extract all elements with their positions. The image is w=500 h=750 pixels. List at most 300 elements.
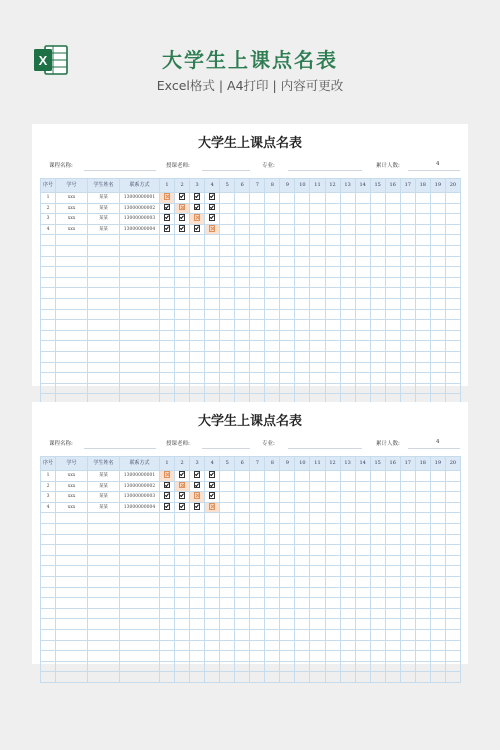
empty-cell xyxy=(88,513,120,524)
empty-cell xyxy=(310,245,325,256)
empty-cell xyxy=(235,619,250,630)
empty-cell xyxy=(430,629,445,640)
empty-cell xyxy=(340,193,355,204)
day-column-header: 1 xyxy=(160,179,175,193)
empty-cell xyxy=(295,245,310,256)
empty-cell xyxy=(295,277,310,288)
empty-cell xyxy=(175,320,190,331)
empty-cell xyxy=(370,534,385,545)
empty-cell xyxy=(235,566,250,577)
attendance-cell xyxy=(190,481,205,492)
day-column-header: 2 xyxy=(175,179,190,193)
empty-cell xyxy=(430,492,445,503)
empty-cell xyxy=(41,513,56,524)
empty-cell xyxy=(385,245,400,256)
empty-cell xyxy=(355,587,370,598)
empty-cell xyxy=(370,471,385,482)
empty-cell xyxy=(430,566,445,577)
empty-cell xyxy=(120,235,160,246)
empty-cell xyxy=(250,341,265,352)
empty-cell xyxy=(235,492,250,503)
empty-cell xyxy=(340,351,355,362)
empty-cell xyxy=(220,534,235,545)
empty-cell xyxy=(310,214,325,225)
empty-cell xyxy=(160,651,175,662)
empty-cell xyxy=(88,587,120,598)
empty-cell xyxy=(430,640,445,651)
table-row xyxy=(41,235,461,246)
empty-cell xyxy=(205,534,220,545)
day-column-header: 16 xyxy=(385,179,400,193)
empty-cell xyxy=(88,629,120,640)
empty-cell xyxy=(220,523,235,534)
empty-cell xyxy=(385,492,400,503)
empty-cell xyxy=(235,214,250,225)
empty-cell xyxy=(280,330,295,341)
empty-cell xyxy=(385,598,400,609)
empty-cell xyxy=(400,224,415,235)
empty-cell xyxy=(415,256,430,267)
empty-cell xyxy=(175,576,190,587)
empty-cell xyxy=(88,373,120,384)
checkbox-checked-icon xyxy=(194,482,201,489)
day-column-header: 10 xyxy=(295,179,310,193)
empty-cell xyxy=(295,502,310,513)
empty-cell xyxy=(340,481,355,492)
empty-cell xyxy=(415,298,430,309)
attendance-cell xyxy=(190,502,205,513)
empty-cell xyxy=(415,661,430,672)
empty-cell xyxy=(355,651,370,662)
teacher-label: 授课老师: xyxy=(166,441,190,447)
empty-cell xyxy=(445,245,460,256)
empty-cell xyxy=(280,383,295,394)
empty-cell xyxy=(56,288,88,299)
checkbox-checked-icon xyxy=(179,471,186,478)
empty-cell xyxy=(400,383,415,394)
empty-cell xyxy=(370,362,385,373)
empty-cell xyxy=(220,481,235,492)
day-column-header: 9 xyxy=(280,457,295,471)
empty-cell xyxy=(280,235,295,246)
empty-cell xyxy=(445,298,460,309)
checkbox-checked-icon xyxy=(209,214,216,221)
checkbox-checked-icon xyxy=(164,503,171,510)
empty-cell xyxy=(400,640,415,651)
table-row xyxy=(41,245,461,256)
empty-cell xyxy=(415,471,430,482)
empty-cell xyxy=(175,629,190,640)
empty-cell xyxy=(310,640,325,651)
table-row xyxy=(41,545,461,556)
empty-cell xyxy=(385,224,400,235)
empty-cell xyxy=(160,320,175,331)
empty-cell xyxy=(295,492,310,503)
empty-cell xyxy=(370,629,385,640)
empty-cell xyxy=(205,235,220,246)
empty-cell xyxy=(370,341,385,352)
empty-cell xyxy=(370,256,385,267)
empty-cell xyxy=(295,235,310,246)
empty-cell xyxy=(325,545,340,556)
empty-cell xyxy=(355,298,370,309)
empty-cell xyxy=(415,235,430,246)
empty-cell xyxy=(175,513,190,524)
empty-cell xyxy=(310,341,325,352)
empty-cell xyxy=(250,320,265,331)
empty-cell xyxy=(56,651,88,662)
empty-cell xyxy=(41,672,56,683)
empty-cell xyxy=(295,267,310,278)
empty-cell xyxy=(220,672,235,683)
empty-cell xyxy=(325,330,340,341)
empty-cell xyxy=(41,640,56,651)
empty-cell xyxy=(445,267,460,278)
empty-cell xyxy=(400,193,415,204)
total-field xyxy=(408,170,460,171)
empty-cell xyxy=(280,587,295,598)
empty-cell xyxy=(220,661,235,672)
empty-cell xyxy=(175,534,190,545)
empty-cell xyxy=(310,256,325,267)
empty-cell xyxy=(265,309,280,320)
table-row xyxy=(41,256,461,267)
empty-cell xyxy=(120,330,160,341)
empty-cell xyxy=(325,534,340,545)
table-row xyxy=(41,471,461,482)
empty-cell xyxy=(430,203,445,214)
empty-cell xyxy=(160,256,175,267)
empty-cell xyxy=(190,566,205,577)
empty-cell xyxy=(445,513,460,524)
table-row xyxy=(41,555,461,566)
empty-cell xyxy=(41,235,56,246)
empty-cell xyxy=(385,661,400,672)
empty-cell xyxy=(250,640,265,651)
table-row xyxy=(41,481,461,492)
empty-cell xyxy=(88,309,120,320)
day-column-header: 20 xyxy=(445,179,460,193)
empty-cell xyxy=(250,672,265,683)
empty-cell xyxy=(190,235,205,246)
empty-cell xyxy=(175,235,190,246)
empty-cell xyxy=(41,619,56,630)
empty-cell xyxy=(205,362,220,373)
empty-cell xyxy=(265,288,280,299)
empty-cell xyxy=(120,513,160,524)
empty-cell xyxy=(340,545,355,556)
empty-cell xyxy=(220,351,235,362)
checkbox-checked-icon xyxy=(164,482,171,489)
empty-cell xyxy=(340,373,355,384)
empty-cell xyxy=(56,256,88,267)
table-row xyxy=(41,330,461,341)
day-column-header: 8 xyxy=(265,457,280,471)
empty-cell xyxy=(280,545,295,556)
empty-cell xyxy=(340,629,355,640)
empty-cell xyxy=(325,619,340,630)
teacher-field xyxy=(202,448,250,449)
empty-cell xyxy=(340,661,355,672)
empty-cell xyxy=(385,566,400,577)
attendance-cell xyxy=(190,214,205,225)
empty-cell xyxy=(445,471,460,482)
empty-cell xyxy=(235,608,250,619)
empty-cell xyxy=(41,629,56,640)
empty-cell xyxy=(205,672,220,683)
empty-cell xyxy=(56,629,88,640)
empty-cell xyxy=(56,309,88,320)
empty-cell xyxy=(340,245,355,256)
empty-cell xyxy=(325,471,340,482)
empty-cell xyxy=(120,587,160,598)
course-field xyxy=(84,448,156,449)
empty-cell xyxy=(445,492,460,503)
empty-cell xyxy=(385,214,400,225)
empty-cell xyxy=(175,619,190,630)
column-header: 联系方式 xyxy=(120,179,160,193)
day-column-header: 19 xyxy=(430,457,445,471)
table-row xyxy=(41,203,461,214)
empty-cell xyxy=(385,523,400,534)
empty-cell xyxy=(250,576,265,587)
attendance-cell xyxy=(205,214,220,225)
attendance-cell xyxy=(160,203,175,214)
empty-cell xyxy=(445,587,460,598)
empty-cell xyxy=(41,320,56,331)
table-cell: xxx xyxy=(56,481,88,492)
empty-cell xyxy=(445,309,460,320)
course-label: 课程名称: xyxy=(49,441,73,447)
empty-cell xyxy=(205,619,220,630)
empty-cell xyxy=(355,341,370,352)
attendance-cell xyxy=(175,214,190,225)
empty-cell xyxy=(400,587,415,598)
empty-cell xyxy=(235,245,250,256)
empty-cell xyxy=(88,288,120,299)
empty-cell xyxy=(265,661,280,672)
empty-cell xyxy=(220,598,235,609)
attendance-cell xyxy=(190,492,205,503)
empty-cell xyxy=(41,545,56,556)
empty-cell xyxy=(205,267,220,278)
empty-cell xyxy=(88,619,120,630)
empty-cell xyxy=(280,534,295,545)
empty-cell xyxy=(250,256,265,267)
empty-cell xyxy=(415,341,430,352)
empty-cell xyxy=(355,566,370,577)
empty-cell xyxy=(310,608,325,619)
empty-cell xyxy=(400,320,415,331)
attendance-cell xyxy=(190,193,205,204)
empty-cell xyxy=(325,383,340,394)
empty-cell xyxy=(235,203,250,214)
empty-cell xyxy=(340,320,355,331)
empty-cell xyxy=(385,298,400,309)
empty-cell xyxy=(205,341,220,352)
table-cell: 2 xyxy=(41,203,56,214)
empty-cell xyxy=(265,224,280,235)
empty-cell xyxy=(175,362,190,373)
empty-cell xyxy=(445,661,460,672)
empty-cell xyxy=(355,224,370,235)
empty-cell xyxy=(445,320,460,331)
empty-cell xyxy=(445,534,460,545)
empty-cell xyxy=(370,608,385,619)
empty-cell xyxy=(415,362,430,373)
empty-cell xyxy=(120,629,160,640)
empty-cell xyxy=(265,566,280,577)
empty-cell xyxy=(265,598,280,609)
empty-cell xyxy=(280,576,295,587)
table-cell: xxx xyxy=(56,203,88,214)
empty-cell xyxy=(175,598,190,609)
empty-cell xyxy=(370,298,385,309)
empty-cell xyxy=(310,362,325,373)
empty-cell xyxy=(280,373,295,384)
empty-cell xyxy=(88,672,120,683)
empty-cell xyxy=(385,277,400,288)
empty-cell xyxy=(355,598,370,609)
empty-cell xyxy=(88,277,120,288)
empty-cell xyxy=(295,298,310,309)
empty-cell xyxy=(385,256,400,267)
empty-cell xyxy=(385,619,400,630)
empty-cell xyxy=(220,587,235,598)
empty-cell xyxy=(355,672,370,683)
empty-cell xyxy=(355,245,370,256)
empty-cell xyxy=(295,545,310,556)
empty-cell xyxy=(120,640,160,651)
empty-cell xyxy=(280,640,295,651)
empty-cell xyxy=(160,341,175,352)
empty-cell xyxy=(400,566,415,577)
empty-cell xyxy=(250,534,265,545)
sheet-preview-1 xyxy=(32,124,468,386)
empty-cell xyxy=(370,661,385,672)
empty-cell xyxy=(280,481,295,492)
empty-cell xyxy=(41,298,56,309)
empty-cell xyxy=(370,587,385,598)
empty-cell xyxy=(415,608,430,619)
empty-cell xyxy=(430,214,445,225)
empty-cell xyxy=(220,513,235,524)
empty-cell xyxy=(205,373,220,384)
table-row xyxy=(41,362,461,373)
empty-cell xyxy=(205,288,220,299)
empty-cell xyxy=(295,288,310,299)
empty-cell xyxy=(355,619,370,630)
empty-cell xyxy=(385,471,400,482)
empty-cell xyxy=(235,555,250,566)
empty-cell xyxy=(235,523,250,534)
empty-cell xyxy=(295,341,310,352)
empty-cell xyxy=(250,193,265,204)
empty-cell xyxy=(175,608,190,619)
empty-cell xyxy=(340,383,355,394)
checkbox-checked-icon xyxy=(194,503,201,510)
empty-cell xyxy=(370,320,385,331)
empty-cell xyxy=(280,513,295,524)
empty-cell xyxy=(190,672,205,683)
empty-cell xyxy=(340,214,355,225)
table-row xyxy=(41,341,461,352)
empty-cell xyxy=(295,587,310,598)
empty-cell xyxy=(250,288,265,299)
empty-cell xyxy=(310,383,325,394)
empty-cell xyxy=(250,587,265,598)
table-cell: 某某 xyxy=(88,471,120,482)
empty-cell xyxy=(120,267,160,278)
empty-cell xyxy=(325,576,340,587)
empty-cell xyxy=(430,309,445,320)
empty-cell xyxy=(370,523,385,534)
day-column-header: 3 xyxy=(190,457,205,471)
empty-cell xyxy=(370,224,385,235)
column-header: 学号 xyxy=(56,179,88,193)
empty-cell xyxy=(250,245,265,256)
attendance-cell xyxy=(190,471,205,482)
empty-cell xyxy=(175,288,190,299)
empty-cell xyxy=(355,481,370,492)
empty-cell xyxy=(56,277,88,288)
empty-cell xyxy=(355,351,370,362)
day-column-header: 12 xyxy=(325,457,340,471)
attendance-cell xyxy=(205,502,220,513)
empty-cell xyxy=(120,672,160,683)
empty-cell xyxy=(280,245,295,256)
empty-cell xyxy=(400,298,415,309)
empty-cell xyxy=(175,545,190,556)
empty-cell xyxy=(220,267,235,278)
table-row xyxy=(41,309,461,320)
absent-mark-icon xyxy=(164,471,171,478)
empty-cell xyxy=(280,362,295,373)
empty-cell xyxy=(430,298,445,309)
empty-cell xyxy=(88,651,120,662)
empty-cell xyxy=(370,330,385,341)
empty-cell xyxy=(265,672,280,683)
empty-cell xyxy=(310,298,325,309)
empty-cell xyxy=(205,298,220,309)
empty-cell xyxy=(56,672,88,683)
empty-cell xyxy=(120,534,160,545)
empty-cell xyxy=(325,362,340,373)
empty-cell xyxy=(220,362,235,373)
empty-cell xyxy=(88,362,120,373)
empty-cell xyxy=(385,362,400,373)
empty-cell xyxy=(220,502,235,513)
empty-cell xyxy=(175,523,190,534)
empty-cell xyxy=(120,383,160,394)
empty-cell xyxy=(120,608,160,619)
empty-cell xyxy=(445,672,460,683)
empty-cell xyxy=(265,383,280,394)
empty-cell xyxy=(220,256,235,267)
empty-cell xyxy=(415,373,430,384)
empty-cell xyxy=(445,351,460,362)
empty-cell xyxy=(205,608,220,619)
empty-cell xyxy=(415,309,430,320)
empty-cell xyxy=(205,587,220,598)
empty-cell xyxy=(160,545,175,556)
empty-cell xyxy=(235,383,250,394)
empty-cell xyxy=(430,555,445,566)
empty-cell xyxy=(310,513,325,524)
empty-cell xyxy=(370,288,385,299)
empty-cell xyxy=(340,267,355,278)
empty-cell xyxy=(430,619,445,630)
